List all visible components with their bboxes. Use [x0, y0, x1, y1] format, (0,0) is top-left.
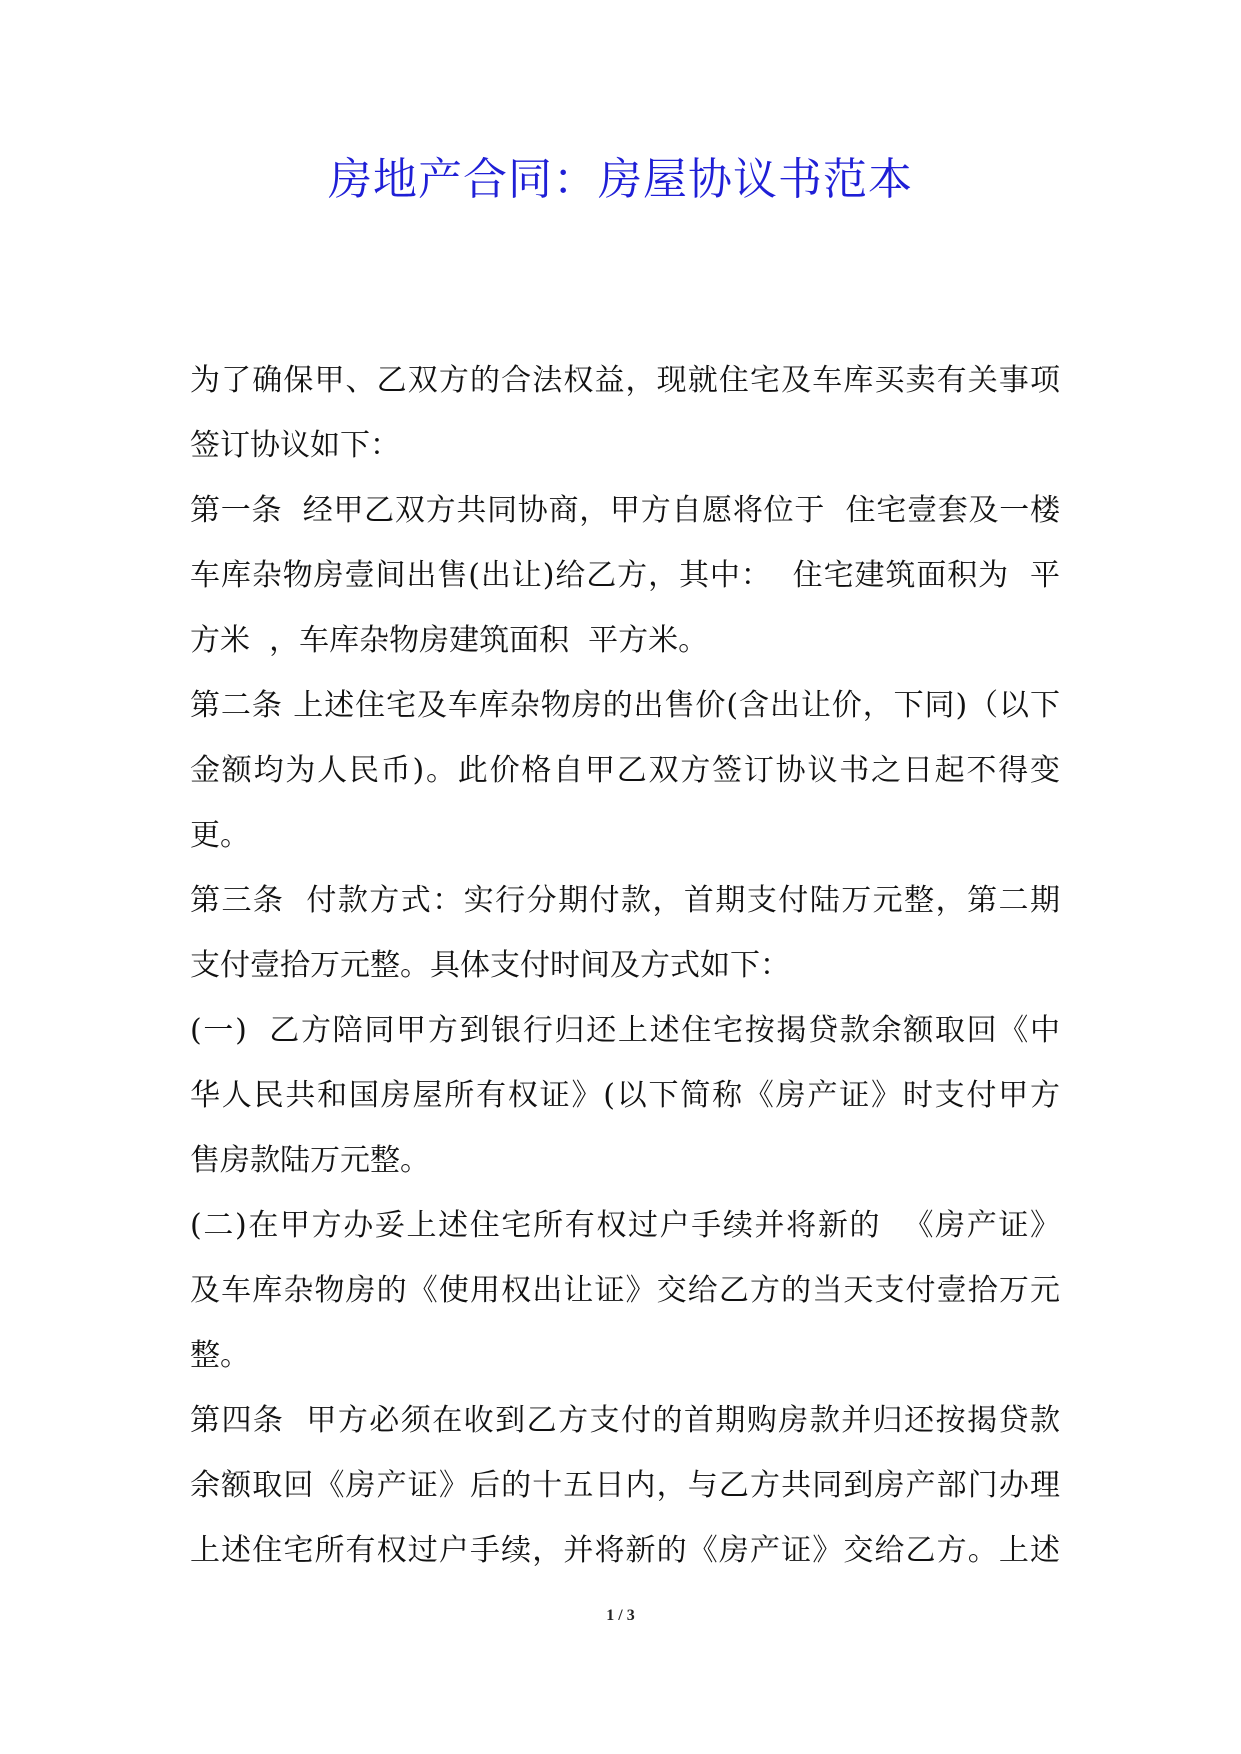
body-line: 第四条 甲方必须在收到乙方支付的首期购房款并归还按揭贷款 [190, 1403, 1060, 1438]
body-line: 售房款陆万元整。 [190, 1143, 430, 1178]
body-line: (二)在甲方办妥上述住宅所有权过户手续并将新的 《房产证》 [190, 1208, 1060, 1243]
body-line: 整。 [190, 1338, 250, 1373]
body-line: 车库杂物房壹间出售(出让)给乙方，其中： 住宅建筑面积为 平 [190, 558, 1060, 593]
body-line: 余额取回《房产证》后的十五日内，与乙方共同到房产部门办理 [190, 1468, 1060, 1503]
body-line: 及车库杂物房的《使用权出让证》交给乙方的当天支付壹拾万元 [190, 1273, 1060, 1308]
document-title: 房地产合同：房屋协议书范本 [328, 154, 913, 205]
page-number: 1 / 3 [606, 1607, 635, 1624]
body-line: 第三条 付款方式：实行分期付款，首期支付陆万元整，第二期 [190, 883, 1060, 918]
body-line: 方米 ，车库杂物房建筑面积 平方米。 [190, 623, 709, 658]
body-line: 支付壹拾万元整。具体支付时间及方式如下： [190, 948, 790, 983]
body-line: 金额均为人民币)。此价格自甲乙双方签订协议书之日起不得变 [190, 753, 1060, 788]
body-line: (一) 乙方陪同甲方到银行归还上述住宅按揭贷款余额取回《中 [190, 1013, 1060, 1048]
body-line: 第二条 上述住宅及车库杂物房的出售价(含出让价，下同)（以下 [190, 688, 1060, 723]
body-line: 第一条 经甲乙双方共同协商，甲方自愿将位于 住宅壹套及一楼 [190, 493, 1060, 528]
body-line: 上述住宅所有权过户手续，并将新的《房产证》交给乙方。上述 [190, 1533, 1060, 1568]
body-line: 签订协议如下： [190, 428, 400, 463]
document-body [190, 348, 1060, 1583]
body-line: 为了确保甲、乙双方的合法权益，现就住宅及车库买卖有关事项 [190, 363, 1060, 398]
body-line: 华人民共和国房屋所有权证》(以下简称《房产证》时支付甲方 [190, 1078, 1060, 1113]
body-line: 更。 [190, 818, 250, 853]
